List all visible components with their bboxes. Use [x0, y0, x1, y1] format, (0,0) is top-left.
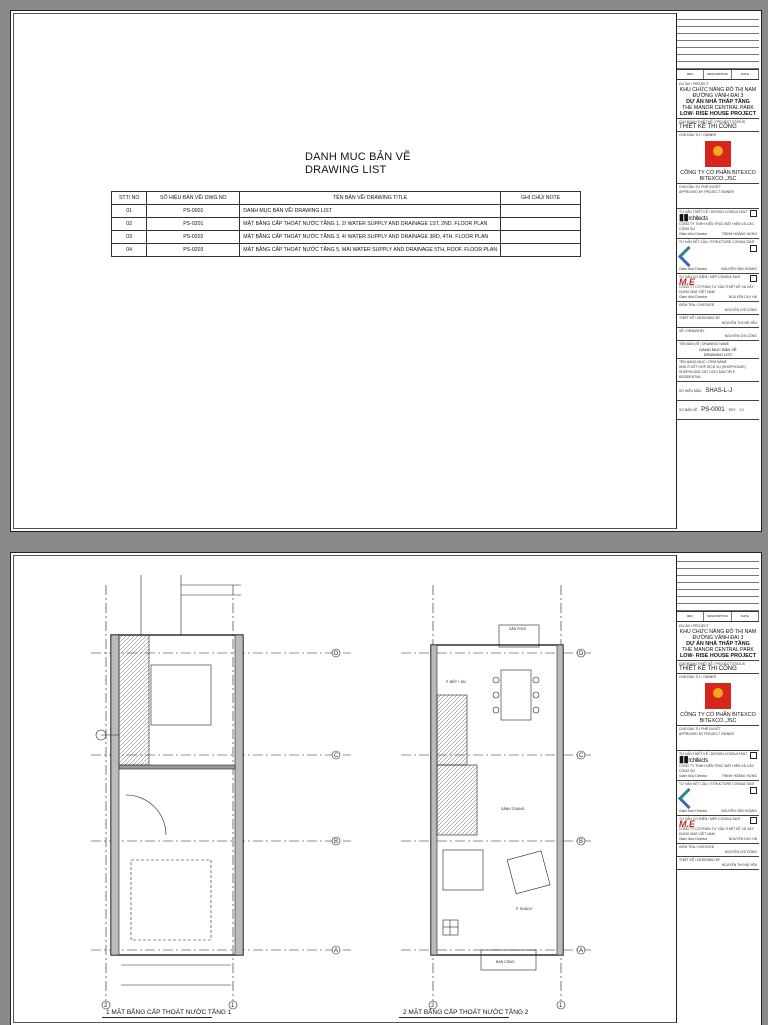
project-section: DỰ ÁN / PROJECT KHU CHỨC NĂNG ĐÔ THỊ NAM ĐƯỜNG VÀNH ĐAI 3 DỰ ÁN NHÀ THẤP TẦNG THE MANOR CENTRAL PARK LOW- RISE HOUSE PROJECT: [677, 622, 759, 661]
checked-section: KIỂM TRA / CHECKED NGUYỄN CHÍ CÔNG: [677, 302, 759, 315]
title-vn: DANH MUC BẢN VẼ: [305, 151, 411, 163]
cell-title: MẶT BẰNG CẤP THOÁT NƯỚC TẦNG 5, MÁI WATER SUPPLY AND DRAINAGE 5TH, ROOF. FLOOR PLAN: [240, 244, 501, 257]
cell-no: 03: [112, 231, 147, 244]
col-dwgno: SỐ HIỆU BẢN VẼ/ DWG.NO: [147, 192, 240, 205]
title-en: DRAWING LIST: [305, 164, 387, 176]
structure-logo-icon: [679, 247, 699, 265]
designed-section: THIẾT KẾ / DESIGNED BY NGUYỄN THỊ HẢI YẾN: [677, 857, 759, 870]
owner-section: CHỦ ĐẦU TƯ / OWNER CÔNG TY CỔ PHẦN BITEXCO BITEXCO.,JSC: [677, 674, 759, 726]
checkbox-icon: [750, 752, 757, 759]
revision-header: REV DESCRIPTION DATE: [677, 612, 759, 622]
drawing-name-section: TÊN BẢN VẼ / DRAWING NAME DANH MỤC BẢN VẼ DRAWING LIST: [677, 341, 759, 359]
room-label-garden: SÂN PHƠI: [509, 627, 527, 631]
grid-label-c: C: [579, 753, 584, 759]
title-block: [676, 13, 759, 529]
grid-label-b: B: [334, 839, 339, 845]
drawing-sheet-1: [10, 10, 762, 532]
cell-dwgno: PS-0203: [147, 244, 240, 257]
status-section: GIAI ĐOẠN THIẾT KẾ / PROJECT STATUS THIẾT KẾ THI CÔNG: [677, 661, 759, 674]
revision-table: [677, 13, 759, 70]
table-row: [112, 244, 581, 257]
room-label-stair: SẢNH T.ĐANG: [501, 807, 525, 811]
table-row: [112, 218, 581, 231]
sheet-border: [13, 13, 759, 529]
status-section: GIAI ĐOẠN THIẾT KẾ / PROJECT STATUS THIẾT KẾ THI CÔNG: [677, 119, 759, 132]
grid-label-a: A: [334, 948, 339, 954]
room-label-kitchen: P. BẾP + ĂN: [446, 680, 466, 684]
col-title: TÊN BẢN VẼ/ DRAWING TITLE: [240, 192, 501, 205]
project-section: DỰ ÁN / PROJECT KHU CHỨC NĂNG ĐÔ THỊ NAM ĐƯỜNG VÀNH ĐAI 3 DỰ ÁN NHÀ THẤP TẦNG THE MANOR CENTRAL PARK LOW- RISE HOUSE PROJECT: [677, 80, 759, 119]
table-row: [112, 205, 581, 218]
mep-consultant-section: TƯ VẤN CƠ ĐIỆN / MEP CONSULTANT M.E CÔNG TY CỔ PHẦN TƯ VẤN THIẾT KẾ VÀ XÂY DỰNG M&E VIỆT NAM Giám đốc/ Director NGUYỄN DUY HÀ: [677, 816, 759, 844]
grid-label-2: 2: [104, 1003, 108, 1009]
cell-dwgno: PS-0202: [147, 231, 240, 244]
cell-no: 02: [112, 218, 147, 231]
checkbox-icon: [750, 787, 757, 794]
structure-consultant-section: TƯ VẤN KẾT CẤU / STRUCTURE CONSULTANT Giám đốc/ Director NGUYỄN VĂN HOÀNG: [677, 239, 759, 274]
cell-title: MẶT BẰNG CẤP THOÁT NƯỚC TẦNG 1, 2/ WATER SUPPLY AND DRAINAGE 1ST, 2ND. FLOOR PLAN: [240, 218, 501, 231]
room-label-balcony: BAN CÔNG: [496, 960, 515, 964]
cell-dwgno: PS-0201: [147, 218, 240, 231]
room-label-family: P. KHÁCH: [516, 907, 533, 911]
architects-logo: ▮▮rchitects: [679, 212, 708, 222]
table-row: [112, 231, 581, 244]
architects-logo: ▮▮rchitects: [679, 754, 708, 764]
checkbox-icon: [750, 817, 757, 824]
cell-no: 04: [112, 244, 147, 257]
revision-header: REV DESCRIPTION DATE: [677, 70, 759, 80]
grid-label-d: D: [579, 651, 584, 657]
design-consultant-section: TƯ VẤN THIẾT KẾ / DESIGN CONSULTANT ▮▮rchitects CÔNG TY TNHH KIẾN TRÚC ĐẶT HIỂN VÀ CÁC CỘNG SỰ Giám đốc/ Director TRỊNH HOÀNG HƯNG: [677, 751, 759, 781]
grid-label-d: D: [334, 651, 339, 657]
checkbox-icon: [750, 245, 757, 252]
grid-label-1: 1: [231, 1003, 235, 1009]
approval-section: CHỦ ĐẦU TƯ PHÊ DUYỆT APPROVED BY PROJECT OWNER: [677, 184, 759, 209]
approval-section: CHỦ ĐẦU TƯ PHÊ DUYỆT APPROVED BY PROJECT OWNER: [677, 726, 759, 751]
col-note: GHI CHÚ/ NOTE: [501, 192, 581, 205]
cell-dwgno: PS-0001: [147, 205, 240, 218]
mep-consultant-section: TƯ VẤN CƠ ĐIỆN / MEP CONSULTANT M.E CÔNG TY CỔ PHẦN TƯ VẤN THIẾT KẾ VÀ XÂY DỰNG M&E VIỆT NAM Giám đốc/ Director NGUYỄN DUY HÀ: [677, 274, 759, 302]
cell-note: [501, 244, 581, 257]
revision-table: [677, 555, 759, 612]
me-logo: M.E: [679, 277, 696, 287]
cell-title: MẶT BẰNG CẤP THOÁT NƯỚC TẦNG 3, 4/ WATER SUPPLY AND DRAINAGE 3RD, 4TH. FLOOR PLAN: [240, 231, 501, 244]
cell-title: DANH MỤC BẢN VẼ/ DRAWING LIST: [240, 205, 501, 218]
structure-consultant-section: TƯ VẤN KẾT CẤU / STRUCTURE CONSULTANT Giám đốc/ Director NGUYỄN VĂN HOÀNG: [677, 781, 759, 816]
me-logo: M.E: [679, 819, 696, 829]
cell-note: [501, 205, 581, 218]
drawing-list-table: [111, 191, 581, 257]
plan-1-label: 1 MẶT BẰNG CẤP THOÁT NƯỚC TẦNG 1: [106, 1009, 232, 1016]
owner-section: CHỦ ĐẦU TƯ / OWNER CÔNG TY CỔ PHẦN BITEXCO BITEXCO.,JSC: [677, 132, 759, 184]
floor-plan-2: [391, 565, 671, 1015]
bitexco-logo: [705, 683, 731, 709]
table-header-row: [112, 192, 581, 205]
grid-label-a: A: [579, 948, 584, 954]
bitexco-logo: [705, 141, 731, 167]
floor-plan-1: [81, 565, 361, 1015]
unit-number-row: SỐ HIỆU MẪU SHAS-L-J: [677, 382, 759, 401]
checkbox-icon: [750, 275, 757, 282]
cell-note: [501, 231, 581, 244]
grid-label-2: 2: [431, 1003, 435, 1009]
grid-label-c: C: [334, 753, 339, 759]
designed-section: THIẾT KẾ / DESIGNED BY NGUYỄN THỊ HẢI YẾN: [677, 315, 759, 328]
drawing-list-title: [305, 151, 411, 177]
checkbox-icon: [750, 210, 757, 217]
cell-no: 01: [112, 205, 147, 218]
design-consultant-section: TƯ VẤN THIẾT KẾ / DESIGN CONSULTANT ▮▮rchitects CÔNG TY TNHH KIẾN TRÚC ĐẶT HIỂN VÀ CÁC CỘNG SỰ Giám đốc/ Director TRỊNH HOÀNG HƯNG: [677, 209, 759, 239]
plan-2-label: 2 MẶT BẰNG CẤP THOÁT NƯỚC TẦNG 2: [403, 1009, 529, 1016]
structure-logo-icon: [679, 789, 699, 807]
item-name-section: TÊN HẠNG MỤC / ITEM NAME NHÀ Ở KẾT HỢP DỊCH VỤ (SHOPHOUSE) SHOPHOUSE CẮT GÓC/ MULTIPLE RESIDENTIAL: [677, 359, 759, 382]
checked-section: KIỂM TRA / CHECKED NGUYỄN CHÍ CÔNG: [677, 844, 759, 857]
cell-note: [501, 218, 581, 231]
drawing-number-row: SỐ BẢN VẼ PS-0001 REV C1: [677, 401, 759, 420]
col-no: STT/ NO: [112, 192, 147, 205]
drawing-sheet-2: [10, 552, 762, 1025]
drawn-section: VẼ / DRAWN BY NGUYỄN CHÍ CÔNG: [677, 328, 759, 341]
title-block: [676, 555, 759, 1023]
grid-label-b: B: [579, 839, 584, 845]
grid-label-1: 1: [559, 1003, 563, 1009]
